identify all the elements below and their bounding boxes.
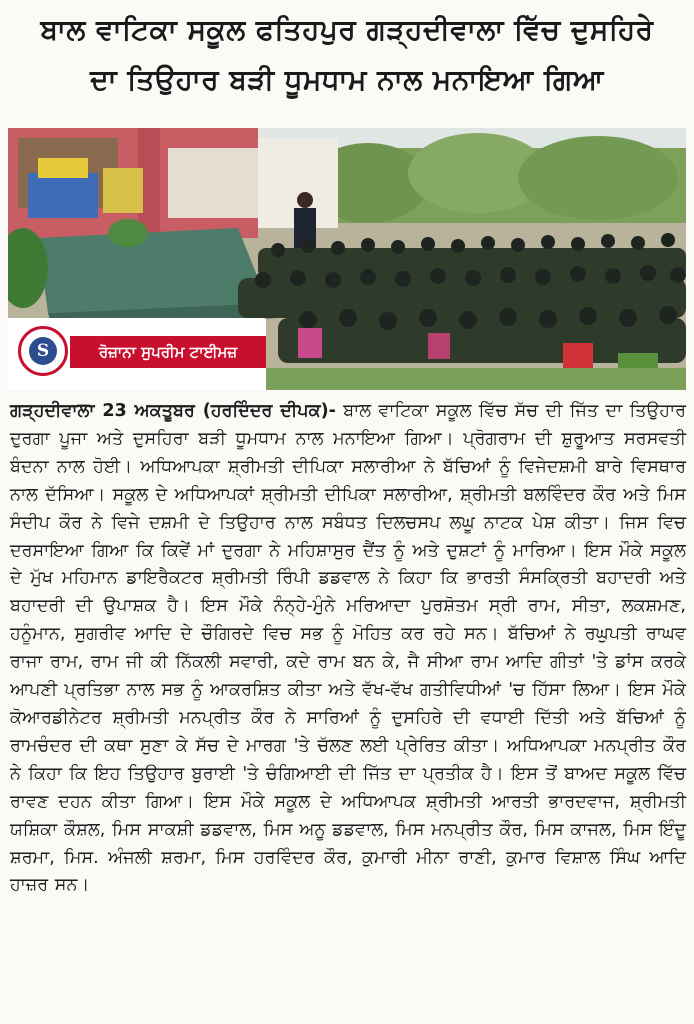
article-body-text: ਬਾਲ ਵਾਟਿਕਾ ਸਕੂਲ ਵਿੱਚ ਸੱਚ ਦੀ ਜਿੱਤ ਦਾ ਤਿਉਹਾਰ ਦੁਰਗਾ ਪੂਜਾ ਅਤੇ ਦੁਸਹਿਰਾ ਬੜੀ ਧੂਮਧਾਮ ਨਾਲ ਮਨਾਇਆ ਗਿਆ। ਪ੍ਰੋਗਰਾਮ ਦੀ ਸ਼ੁਰੂਆਤ ਸਰਸਵਤੀ ਬੰਦਨਾ ਨਾਲ ਹੋਈ। ਅਧਿਆਪਕਾ ਸ਼੍ਰੀਮਤੀ ਦੀਪਿਕਾ ਸਲਾਰੀਆ ਨੇ ਬੱਚਿਆਂ ਨੂੰ ਵਿਜੇਦਸ਼ਮੀ ਬਾਰੇ ਵਿਸਥਾਰ ਨਾਲ ਦੱਸਿਆ। ਸਕੂਲ ਦੇ ਅਧਿਆਪਕਾਂ ਸ਼੍ਰੀਮਤੀ ਦੀਪਿਕਾ ਸਲਾਰੀਆ, ਸ਼੍ਰੀਮਤੀ ਬਲਵਿੰਦਰ ਕੌਰ ਅਤੇ ਮਿਸ ਸੰਦੀਪ ਕੌਰ ਨੇ ਵਿਜੇ ਦਸ਼ਮੀ ਦੇ ਤਿਉਹਾਰ ਨਾਲ ਸਬੰਧਤ ਦਿਲਚਸਪ ਲਘੂ ਨਾਟਕ ਪੇਸ਼ ਕੀਤਾ। ਜਿਸ ਵਿਚ ਦਰਸਾਇਆ ਗਿਆ ਕਿ ਕਿਵੇਂ ਮਾਂ ਦੁਰਗਾ ਨੇ ਮਹਿਸ਼ਾਸੁਰ ਦੈਂਤ ਨੂੰ ਅਤੇ ਦੁਸ਼ਟਾਂ ਨੂੰ ਮਾਰਿਆ। ਇਸ ਮੌਕੇ ਸਕੂਲ ਦੇ ਮੁੱਖ ਮਹਿਮਾਨ ਡਾਇਰੈਕਟਰ ਸ਼੍ਰੀਮਤੀ ਰਿੰਪੀ ਡਡਵਾਲ ਨੇ ਕਿਹਾ ਕਿ ਭਾਰਤੀ ਸੰਸਕ੍ਰਿਤੀ ਬਹਾਦਰੀ ਅਤੇ ਬਹਾਦਰੀ ਦੀ ਉਪਾਸ਼ਕ ਹੈ। ਇਸ ਮੌਕੇ ਨੰਨ੍ਹੇ-ਮੁੰਨੇ ਮਰਿਆਦਾ ਪੁਰਸ਼ੋਤਮ ਸ੍ਰੀ ਰਾਮ, ਸੀਤਾ, ਲਕਸ਼ਮਣ, ਹਨੂੰਮਾਨ, ਸੁਗਰੀਵ ਆਦਿ ਦੇ ਚੌਗਿਰਦੇ ਵਿਚ ਸਭ ਨੂੰ ਮੋਹਿਤ ਕਰ ਰਹੇ ਸਨ। ਬੱਚਿਆਂ ਨੇ ਰਘੁਪਤੀ ਰਾਘਵ ਰਾਜਾ ਰਾਮ, ਰਾਮ ਜੀ ਕੀ ਨਿੱਕਲੀ ਸਵਾਰੀ, ਕਦੇ ਰਾਮ ਬਨ ਕੇ, ਜੈ ਸੀਆ ਰਾਮ ਆਦਿ ਗੀਤਾਂ 'ਤੇ ਡਾਂਸ ਕਰਕੇ ਆਪਣੀ ਪ੍ਰਤਿਭਾ ਨਾਲ ਸਭ ਨੂੰ ਆਕਰਸ਼ਿਤ ਕੀਤਾ ਅਤੇ ਵੱਖ-ਵੱਖ ਗਤੀਵਿਧੀਆਂ 'ਚ ਹਿੱਸਾ ਲਿਆ। ਇਸ ਮੌਕੇ ਕੋਆਰਡੀਨੇਟਰ ਸ਼੍ਰੀਮਤੀ ਮਨਪ੍ਰੀਤ ਕੌਰ ਨੇ ਸਾਰਿਆਂ ਨੂੰ ਦੁਸਹਿਰੇ ਦੀ ਵਧਾਈ ਦਿੱਤੀ ਅਤੇ ਬੱਚਿਆਂ ਨੂੰ ਰਾਮਚੰਦਰ ਦੀ ਕਥਾ ਸੁਣਾ ਕੇ ਸੱਚ ਦੇ ਮਾਰਗ 'ਤੇ ਚੱਲਣ ਲਈ ਪ੍ਰੇਰਿਤ ਕੀਤਾ। ਅਧਿਆਪਕਾ ਮਨਪ੍ਰੀਤ ਕੌਰ ਨੇ ਕਿਹਾ ਕਿ ਇਹ ਤਿਉਹਾਰ ਬੁਰਾਈ 'ਤੇ ਚੰਗਿਆਈ ਦੀ ਜਿੱਤ ਦਾ ਪ੍ਰਤੀਕ ਹੈ। ਇਸ ਤੋਂ ਬਾਅਦ ਸਕੂਲ ਵਿੱਚ ਰਾਵਣ ਦਹਨ ਕੀਤਾ ਗਿਆ। ਇਸ ਮੌਕੇ ਸਕੂਲ ਦੇ ਅਧਿਆਪਕ ਸ਼੍ਰੀਮਤੀ ਆਰਤੀ ਭਾਰਦਵਾਜ, ਸ਼੍ਰੀਮਤੀ ਯਸ਼ਿਕਾ ਕੌਸ਼ਲ, ਮਿਸ ਸਾਕਸ਼ੀ ਡਡਵਾਲ, ਮਿਸ ਅਨੂ ਡਡਵਾਲ, ਮਿਸ ਮਨਪ੍ਰੀਤ ਕੌਰ, ਮਿਸ ਕਾਜਲ, ਮਿਸ ਇੰਦੂ ਸ਼ਰਮਾ, ਮਿਸ. ਅੰਜਲੀ ਸ਼ਰਮਾ, ਮਿਸ ਹਰਵਿੰਦਰ ਕੌਰ, ਕੁਮਾਰੀ ਮੀਨਾ ਰਾਣੀ, ਕੁਮਾਰ ਵਿਸ਼ਾਲ ਸਿੰਘ ਆਦਿ ਹਾਜ਼ਰ ਸਨ।: [10, 401, 687, 896]
article-body: [10, 398, 686, 900]
logo-letter: S: [29, 337, 57, 365]
newspaper-name: ਰੋਜ਼ਾਨਾ ਸੁਪਰੀਮ ਟਾਈਮਜ਼: [70, 336, 266, 368]
newspaper-logo-icon: [18, 326, 68, 376]
headline-line-1: ਬਾਲ ਵਾਟਿਕਾ ਸਕੂਲ ਫਤਿਹਪੁਰ ਗੜ੍ਹਦੀਵਾਲਾ ਵਿੱਚ ਦੁਸਹਿਰੇ: [40, 13, 654, 46]
newspaper-masthead: [8, 318, 266, 390]
article-dateline: ਗੜ੍ਹਦੀਵਾਲਾ 23 ਅਕਤੂਬਰ (ਹਰਦਿੰਦਰ ਦੀਪਕ)-: [10, 401, 336, 421]
headline-line-2: ਦਾ ਤਿਉਹਾਰ ਬੜੀ ਧੂਮਧਾਮ ਨਾਲ ਮਨਾਇਆ ਗਿਆ: [90, 63, 604, 96]
